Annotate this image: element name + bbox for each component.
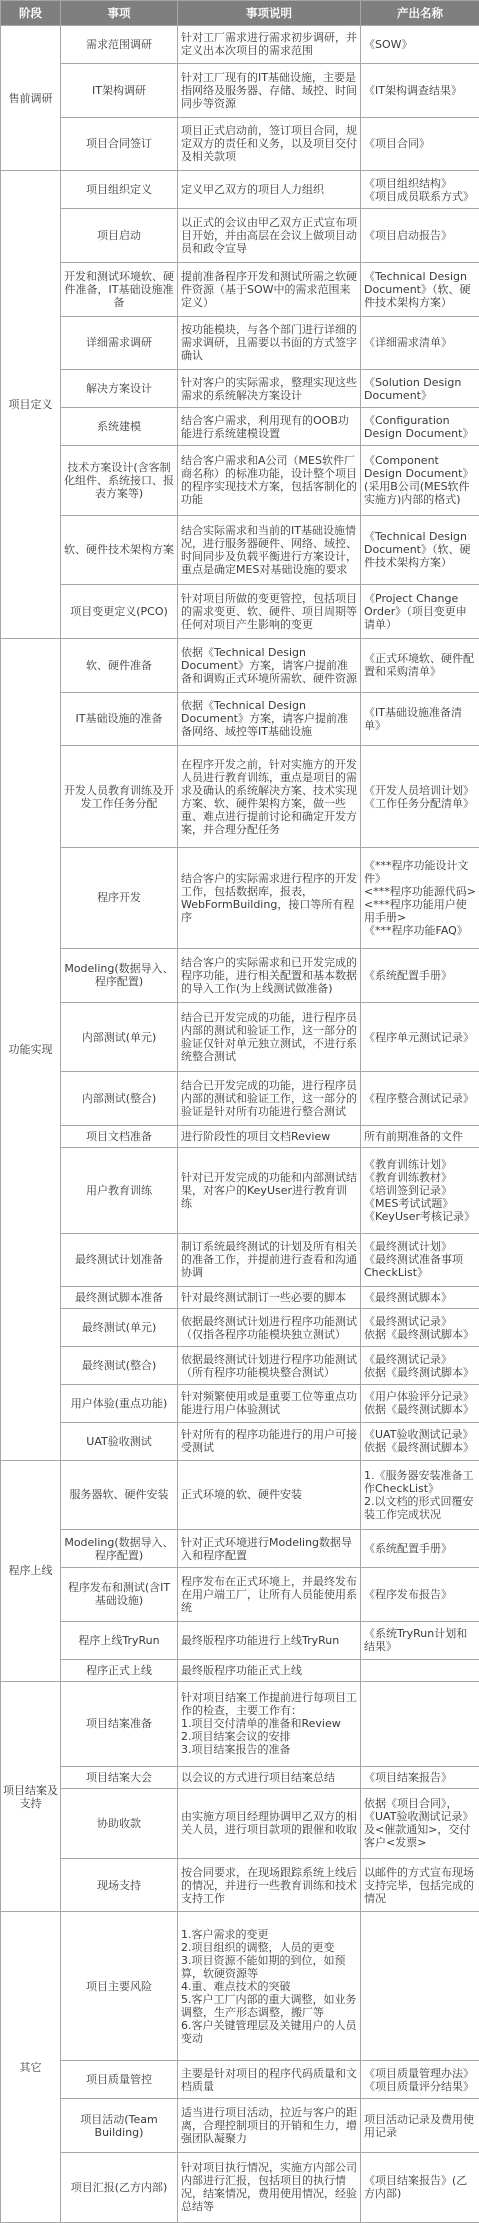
output-cell: [361, 515, 479, 585]
item-cell: 程序上线TryRun: [61, 1621, 178, 1659]
desc-line: 针对正式环境进行Modeling数据导入和程序配置: [181, 1535, 353, 1562]
desc-cell: [178, 1460, 361, 1530]
item-cell: 项目变更定义(PCO): [61, 585, 178, 639]
output-cell: [361, 445, 479, 515]
item-cell: UAT验收测试: [61, 1422, 178, 1460]
output-cell: [361, 209, 479, 263]
desc-cell: [178, 262, 361, 316]
item-cell: 最终测试(单元): [61, 1309, 178, 1347]
item-cell: 协助收款: [61, 1789, 178, 1859]
item-cell: 技术方案设计(含客制化组件、系统接口、报表方案等): [61, 445, 178, 515]
desc-line: 结合客户的实际需求和已开发完成的程序功能，进行相关配置和基本数据的导入工作(为上线测试做准备): [181, 955, 357, 995]
stage-cell: 项目结案及支持: [1, 1681, 61, 1912]
table-row: [1, 1072, 479, 1126]
output-cell: [361, 316, 479, 370]
desc-line: 以正式的会议由甲乙双方正式宣布项目开始，并由高层在会议上做项目动员和政令宣导: [181, 215, 357, 255]
item-cell: 程序发布和测试(含IT基础设施): [61, 1568, 178, 1622]
table-row: [1, 692, 479, 746]
table-row: [1, 262, 479, 316]
desc-line: 依据《Technical Design Document》方案，请客户提前准备和调购正式环境所需软、硬件资源: [181, 645, 357, 685]
stage-cell: 其它: [1, 1912, 61, 2223]
desc-cell: [178, 316, 361, 370]
table-row: [1, 1767, 479, 1789]
table-row: [1, 746, 479, 847]
desc-cell: [178, 2061, 361, 2099]
output-cell: [361, 1148, 479, 1233]
output-cell: [361, 1767, 479, 1789]
table-row: [1, 1912, 479, 2061]
desc-line: 提前准备程序开发和测试所需之软硬件资源（基于SOW中的需求范围来定义）: [181, 269, 357, 309]
desc-line: 正式环境的软、硬件安装: [181, 1488, 302, 1502]
output-line: 《***程序功能FAQ》: [364, 923, 468, 937]
desc-line: 5.客户工厂内部的重大调整，如业务调整，生产形态调整，搬厂等: [181, 1992, 357, 2019]
output-line: <***程序功能源代码>: [364, 884, 476, 898]
output-line: 《详细需求清单》: [364, 336, 452, 350]
desc-cell: [178, 638, 361, 692]
item-cell: 项目活动(Team Building): [61, 2099, 178, 2153]
desc-cell: [178, 370, 361, 408]
output-cell: [361, 1789, 479, 1859]
desc-line: 结合客户的实际需求进行程序的开发工作，包括数据库，报表，WebFormBuilding，接口等所有程序: [181, 871, 357, 924]
desc-line: 进行阶段性的项目文档Review: [181, 1130, 331, 1144]
desc-cell: [178, 1347, 361, 1385]
desc-cell: [178, 1287, 361, 1309]
item-cell: 项目汇报(乙方内部): [61, 2152, 178, 2222]
desc-cell: [178, 515, 361, 585]
table-row: [1, 2152, 479, 2222]
output-cell: [361, 1568, 479, 1622]
desc-line: 按合同要求，在现场跟踪系统上线后的情况，并进行一些教育训练和技术支持工作: [181, 1865, 357, 1905]
desc-line: 2.项目结案会议的安排: [181, 1730, 291, 1744]
output-line: 《Component Design Document》(采用B公司(MES软件实施方)内部的格式): [364, 454, 474, 507]
item-cell: 系统建模: [61, 408, 178, 446]
output-cell: [361, 746, 479, 847]
table-row: [1, 1681, 479, 1766]
output-line: 《最终测试脚本》: [364, 1291, 452, 1305]
header-item: 事项: [61, 1, 178, 26]
item-cell: IT架构调研: [61, 63, 178, 117]
table-row: [1, 1858, 479, 1912]
output-cell: [361, 117, 479, 171]
output-cell: [361, 949, 479, 1003]
output-cell: [361, 1309, 479, 1347]
desc-cell: [178, 949, 361, 1003]
header-row: [1, 1, 479, 26]
table-row: [1, 370, 479, 408]
desc-line: 1.客户需求的变更: [181, 1927, 269, 1941]
output-line: 《KeyUser考核记录》: [364, 1209, 476, 1223]
item-cell: 最终测试脚本准备: [61, 1287, 178, 1309]
output-cell: [361, 2099, 479, 2153]
header-stage: 阶段: [1, 1, 61, 26]
desc-cell: [178, 1659, 361, 1681]
output-line: 《项目合同》: [364, 137, 430, 151]
output-line: 《项目质量评分结果》: [364, 2079, 474, 2093]
desc-line: 结合已开发完成的功能，进行程序员内部的测试和验证工作，这一部分的验证是针对所有功能进行整合测试: [181, 1079, 357, 1119]
table-row: [1, 847, 479, 948]
desc-line: 制订系统最终测试的计划及所有相关的准备工作，并提前进行查看和沟通协调: [181, 1240, 357, 1280]
output-cell: [361, 26, 479, 64]
item-cell: 最终测试(整合): [61, 1347, 178, 1385]
desc-line: 针对最终测试制订一些必要的脚本: [181, 1291, 346, 1305]
output-line: 《教育训练计划》: [364, 1157, 452, 1171]
output-line: <***程序功能用户使用手册>: [364, 897, 467, 924]
output-cell: [361, 1460, 479, 1530]
output-line: 《系统配置手册》: [364, 968, 452, 982]
output-line: 以邮件的方式宣布现场支持完毕，包括完成的情况: [364, 1865, 474, 1905]
output-cell: [361, 692, 479, 746]
output-cell: [361, 1530, 479, 1568]
desc-cell: [178, 1233, 361, 1287]
output-cell: [361, 1002, 479, 1072]
table-row: [1, 1347, 479, 1385]
desc-cell: [178, 445, 361, 515]
desc-cell: [178, 746, 361, 847]
desc-cell: [178, 1384, 361, 1422]
desc-line: 3.项目结案报告的准备: [181, 1743, 291, 1757]
table-row: [1, 638, 479, 692]
stage-cell: 程序上线: [1, 1460, 61, 1681]
table-row: [1, 408, 479, 446]
output-cell: [361, 1233, 479, 1287]
output-line: 《Configuration Design Document》: [364, 413, 474, 440]
output-cell: [361, 1347, 479, 1385]
desc-cell: [178, 1858, 361, 1912]
output-cell: [361, 1912, 479, 2061]
table-row: [1, 2061, 479, 2099]
table-row: [1, 1148, 479, 1233]
output-line: 《Technical Design Document》（软、硬件技术架构方案）: [364, 269, 471, 309]
output-line: 《UAT验收测试记录》: [364, 1428, 474, 1442]
output-line: 《***程序功能设计文件》: [364, 858, 469, 885]
output-cell: [361, 171, 479, 209]
desc-line: 项目正式启动前，签订项目合同，规定双方的责任和义务，以及项目交付及相关款项: [181, 124, 357, 164]
output-cell: [361, 1659, 479, 1681]
output-line: 《教育训练教材》: [364, 1170, 452, 1184]
output-cell: [361, 585, 479, 639]
desc-line: 结合客户需求，利用现有的OOB功能进行系统建模设置: [181, 413, 349, 440]
desc-line: 4.重、难点技术的突破: [181, 1979, 291, 1993]
desc-line: 最终版程序功能正式上线: [181, 1663, 302, 1677]
output-line: 《系统配置手册》: [364, 1542, 452, 1556]
item-cell: 程序开发: [61, 847, 178, 948]
output-line: 项目活动记录及费用使用记录: [364, 2112, 474, 2139]
desc-line: 1.项目交付清单的准备和Review: [181, 1717, 341, 1731]
desc-line: 针对工厂现有的IT基础设施，主要是指网络及服务器、存储、域控、时间同步等资源: [181, 70, 357, 110]
table-row: [1, 515, 479, 585]
output-line: 《系统TryRun计划和结果》: [364, 1627, 468, 1654]
desc-line: 依据最终测试计划进行程序功能测试（所有程序功能模块整合测试）: [181, 1352, 357, 1379]
item-cell: 需求范围调研: [61, 26, 178, 64]
desc-cell: [178, 1681, 361, 1766]
item-cell: 开发和测试环境软、硬件准备，IT基础设施准备: [61, 262, 178, 316]
output-cell: [361, 638, 479, 692]
output-line: 《项目成员联系方式》: [364, 189, 474, 203]
table-row: [1, 1568, 479, 1622]
item-cell: 项目合同签订: [61, 117, 178, 171]
output-cell: [361, 847, 479, 948]
output-line: 2.以文档的形式回覆安装工作完成状况: [364, 1494, 474, 1521]
table-row: [1, 209, 479, 263]
table-row: [1, 2099, 479, 2153]
desc-line: 针对客户的实际需求，整理实现这些需求的系统解决方案设计: [181, 375, 357, 402]
desc-cell: [178, 63, 361, 117]
output-line: 《项目启动报告》: [364, 228, 452, 242]
desc-line: 结合已开发完成的功能，进行程序员内部的测试和验证工作，这一部分的验证仅针对单元独立测试，不进行系统整合测试: [181, 1011, 357, 1064]
output-line: 《Technical Design Document》（软、硬件技术架构方案）: [364, 530, 471, 570]
table-header: [1, 1, 479, 26]
desc-line: 3.项目资源不能如期的到位，如预算，软硬资源等: [181, 1953, 346, 1980]
desc-line: 依据《Technical Design Document》方案，请客户提前准备网络、域控等IT基础设施: [181, 699, 348, 739]
table-row: [1, 1309, 479, 1347]
table-row: [1, 26, 479, 64]
desc-line: 在程序开发之前，针对实施方的开发人员进行教育训练，重点是项目的需求及确认的系统解决方案、技术实现方案、软、硬件架构方案，做一些重、难点进行提前讨论和确定开发方案，并合理分配任务: [181, 757, 357, 836]
item-cell: 项目结案准备: [61, 1681, 178, 1766]
output-line: 《IT基础设施准备清单》: [364, 705, 462, 732]
table-row: [1, 117, 479, 171]
table-row: [1, 1233, 479, 1287]
stage-cell: 售前调研: [1, 26, 61, 171]
output-cell: [361, 1072, 479, 1126]
output-line: 《IT架构调查结果》: [364, 83, 462, 97]
desc-line: 2.项目组织的调整，人员的更变: [181, 1940, 335, 1954]
output-line: 《最终测试记录》: [364, 1314, 452, 1328]
output-cell: [361, 408, 479, 446]
desc-cell: [178, 171, 361, 209]
desc-cell: [178, 1621, 361, 1659]
output-line: 依据《项目合同》，《UAT验收测试记录》及<催款通知>，交付客户<发票>: [364, 1797, 474, 1850]
output-line: 《程序整合测试记录》: [364, 1092, 474, 1106]
output-line: 《Solution Design Document》: [364, 375, 462, 402]
desc-line: 针对所有的程序功能进行的用户可接受测试: [181, 1428, 357, 1455]
item-cell: 项目启动: [61, 209, 178, 263]
desc-cell: [178, 1912, 361, 2061]
item-cell: 详细需求调研: [61, 316, 178, 370]
desc-cell: [178, 1072, 361, 1126]
table-row: [1, 1659, 479, 1681]
item-cell: 软、硬件准备: [61, 638, 178, 692]
output-cell: [361, 262, 479, 316]
item-cell: Modeling(数据导入、程序配置): [61, 949, 178, 1003]
desc-cell: [178, 2099, 361, 2153]
output-cell: [361, 2152, 479, 2222]
desc-cell: [178, 408, 361, 446]
item-cell: 软、硬件技术架构方案: [61, 515, 178, 585]
desc-cell: [178, 692, 361, 746]
desc-line: 针对项目所做的变更管控，包括项目的需求变更、软、硬件、项目周期等任何对项目产生影响的变更: [181, 592, 357, 632]
output-cell: [361, 1287, 479, 1309]
table-row: [1, 171, 479, 209]
item-cell: IT基础设施的准备: [61, 692, 178, 746]
desc-cell: [178, 1309, 361, 1347]
output-line: 《MES考试试题》: [364, 1196, 454, 1210]
desc-line: 适当进行项目活动，拉近与客户的距离，合理控制项目的开销和生力，增强团队凝聚力: [181, 2106, 357, 2146]
output-line: 《正式环境软、硬件配置和采购清单》: [364, 652, 474, 679]
item-cell: 用户体验(重点功能): [61, 1384, 178, 1422]
output-cell: [361, 1621, 479, 1659]
item-cell: 服务器软、硬件安装: [61, 1460, 178, 1530]
item-cell: 开发人员教育训练及开发工作任务分配: [61, 746, 178, 847]
desc-cell: [178, 1789, 361, 1859]
table-row: [1, 1621, 479, 1659]
table-body: [1, 26, 479, 2223]
item-cell: 内部测试(整合): [61, 1072, 178, 1126]
table-row: [1, 1460, 479, 1530]
desc-line: 结合实际需求和当前的IT基础设施情况，进行服务器硬件、网络、域控、时间同步及负载平衡进行方案设计，重点是确定MES对基础设施的要求: [181, 523, 357, 576]
desc-line: 针对已开发完成的功能和内部测试结果，对客户的KeyUser进行教育训练: [181, 1170, 357, 1210]
item-cell: 用户教育训练: [61, 1148, 178, 1233]
output-line: 《开发人员培训计划》: [364, 783, 474, 797]
output-cell: [361, 63, 479, 117]
output-line: 《项目结案报告》(乙方内部): [364, 2174, 468, 2201]
desc-cell: [178, 1767, 361, 1789]
desc-line: 针对频繁使用或是重要工位等重点功能进行用户体验测试: [181, 1390, 357, 1417]
output-line: 所有前期准备的文件: [364, 1130, 463, 1144]
output-cell: [361, 1384, 479, 1422]
item-cell: 最终测试计划准备: [61, 1233, 178, 1287]
output-cell: [361, 2061, 479, 2099]
stage-cell: 项目定义: [1, 171, 61, 639]
output-cell: [361, 1858, 479, 1912]
desc-line: 最终版程序功能进行上线TryRun: [181, 1633, 340, 1647]
output-cell: [361, 1126, 479, 1148]
desc-line: 按功能模块，与各个部门进行详细的需求调研，且需要以书面的方式签字确认: [181, 323, 357, 363]
output-line: 依据《最终测试脚本》: [364, 1403, 474, 1417]
desc-cell: [178, 1002, 361, 1072]
item-cell: 项目质量管控: [61, 2061, 178, 2099]
output-line: 《用户体验评分记录》: [364, 1390, 474, 1404]
desc-line: 由实施方项目经理协调甲乙双方的相关人员，进行项目款项的跟催和收取: [181, 1810, 357, 1837]
desc-line: 依据最终测试计划进行程序功能测试（仅指各程序功能模块独立测试）: [181, 1314, 357, 1341]
table-row: [1, 1422, 479, 1460]
desc-cell: [178, 1568, 361, 1622]
desc-cell: [178, 1148, 361, 1233]
output-cell: [361, 1422, 479, 1460]
item-cell: 解决方案设计: [61, 370, 178, 408]
desc-line: 程序发布在正式环境上，并最终发布在用户端工厂，让所有人员能使用系统: [181, 1574, 357, 1614]
output-line: 《项目结案报告》: [364, 1771, 452, 1785]
table-row: [1, 63, 479, 117]
output-line: 《项目组织结构》: [364, 176, 452, 190]
output-line: 《程序发布报告》: [364, 1587, 452, 1601]
desc-cell: [178, 1126, 361, 1148]
output-line: 《最终测试计划》: [364, 1240, 452, 1254]
table-row: [1, 1789, 479, 1859]
desc-line: 主要是针对项目的程序代码质量和文档质量: [181, 2066, 357, 2093]
desc-line: 定义甲乙双方的项目人力组织: [181, 183, 324, 197]
output-line: 《程序单元测试记录》: [364, 1030, 474, 1044]
output-line: 依据《最终测试脚本》: [364, 1365, 474, 1379]
output-cell: [361, 370, 479, 408]
item-cell: 项目组织定义: [61, 171, 178, 209]
item-cell: 程序正式上线: [61, 1659, 178, 1681]
desc-cell: [178, 847, 361, 948]
table-row: [1, 1002, 479, 1072]
desc-line: 以会议的方式进行项目结案总结: [181, 1771, 335, 1785]
output-cell: [361, 1681, 479, 1766]
table-row: [1, 585, 479, 639]
output-line: 《项目质量管理办法》: [364, 2066, 474, 2080]
table-row: [1, 949, 479, 1003]
table-row: [1, 1530, 479, 1568]
table-row: [1, 1384, 479, 1422]
header-desc: 事项说明: [178, 1, 361, 26]
output-line: 1.《服务器安装准备工作CheckList》: [364, 1468, 474, 1495]
output-line: 依据《最终测试脚本》: [364, 1327, 474, 1341]
output-line: 《培训签到记录》: [364, 1183, 452, 1197]
desc-line: 6.客户关键管理层及关键用户的人员变动: [181, 2018, 357, 2045]
output-line: 依据《最终测试脚本》: [364, 1441, 474, 1455]
desc-cell: [178, 117, 361, 171]
item-cell: 现场支持: [61, 1858, 178, 1912]
desc-line: 结合客户需求和A公司（MES软件厂商名称）的标准功能，设计整个项目的程序实现技术方案，包括客制化的功能: [181, 454, 357, 507]
item-cell: 项目主要风险: [61, 1912, 178, 2061]
desc-cell: [178, 2152, 361, 2222]
table-row: [1, 445, 479, 515]
desc-cell: [178, 1530, 361, 1568]
output-line: 《最终测试记录》: [364, 1352, 452, 1366]
output-line: 《Project Change Order》（项目变更申请单）: [364, 592, 467, 632]
table-row: [1, 316, 479, 370]
desc-cell: [178, 209, 361, 263]
table-row: [1, 1126, 479, 1148]
output-line: 《SOW》: [364, 37, 413, 51]
desc-line: 针对工厂需求进行需求初步调研，并定义出本次项目的需求范围: [181, 31, 357, 58]
item-cell: 项目结案大会: [61, 1767, 178, 1789]
desc-cell: [178, 26, 361, 64]
desc-cell: [178, 1422, 361, 1460]
header-output: 产出名称: [361, 1, 479, 26]
desc-line: 针对项目执行情况，实施方内部公司内部进行汇报，包括项目的执行情况，结案情况，费用使用情况，经验总结等: [181, 2161, 357, 2214]
item-cell: 内部测试(单元): [61, 1002, 178, 1072]
output-line: 《工作任务分配清单》: [364, 796, 474, 810]
table-row: [1, 1287, 479, 1309]
stage-cell: 功能实现: [1, 638, 61, 1460]
output-line: 《最终测试准备事项CheckList》: [364, 1253, 463, 1280]
desc-line: 针对项目结案工作提前进行每项目工作的检查，主要工作有：: [181, 1691, 357, 1718]
item-cell: Modeling(数据导入、程序配置): [61, 1530, 178, 1568]
desc-cell: [178, 585, 361, 639]
item-cell: 项目文档准备: [61, 1126, 178, 1148]
